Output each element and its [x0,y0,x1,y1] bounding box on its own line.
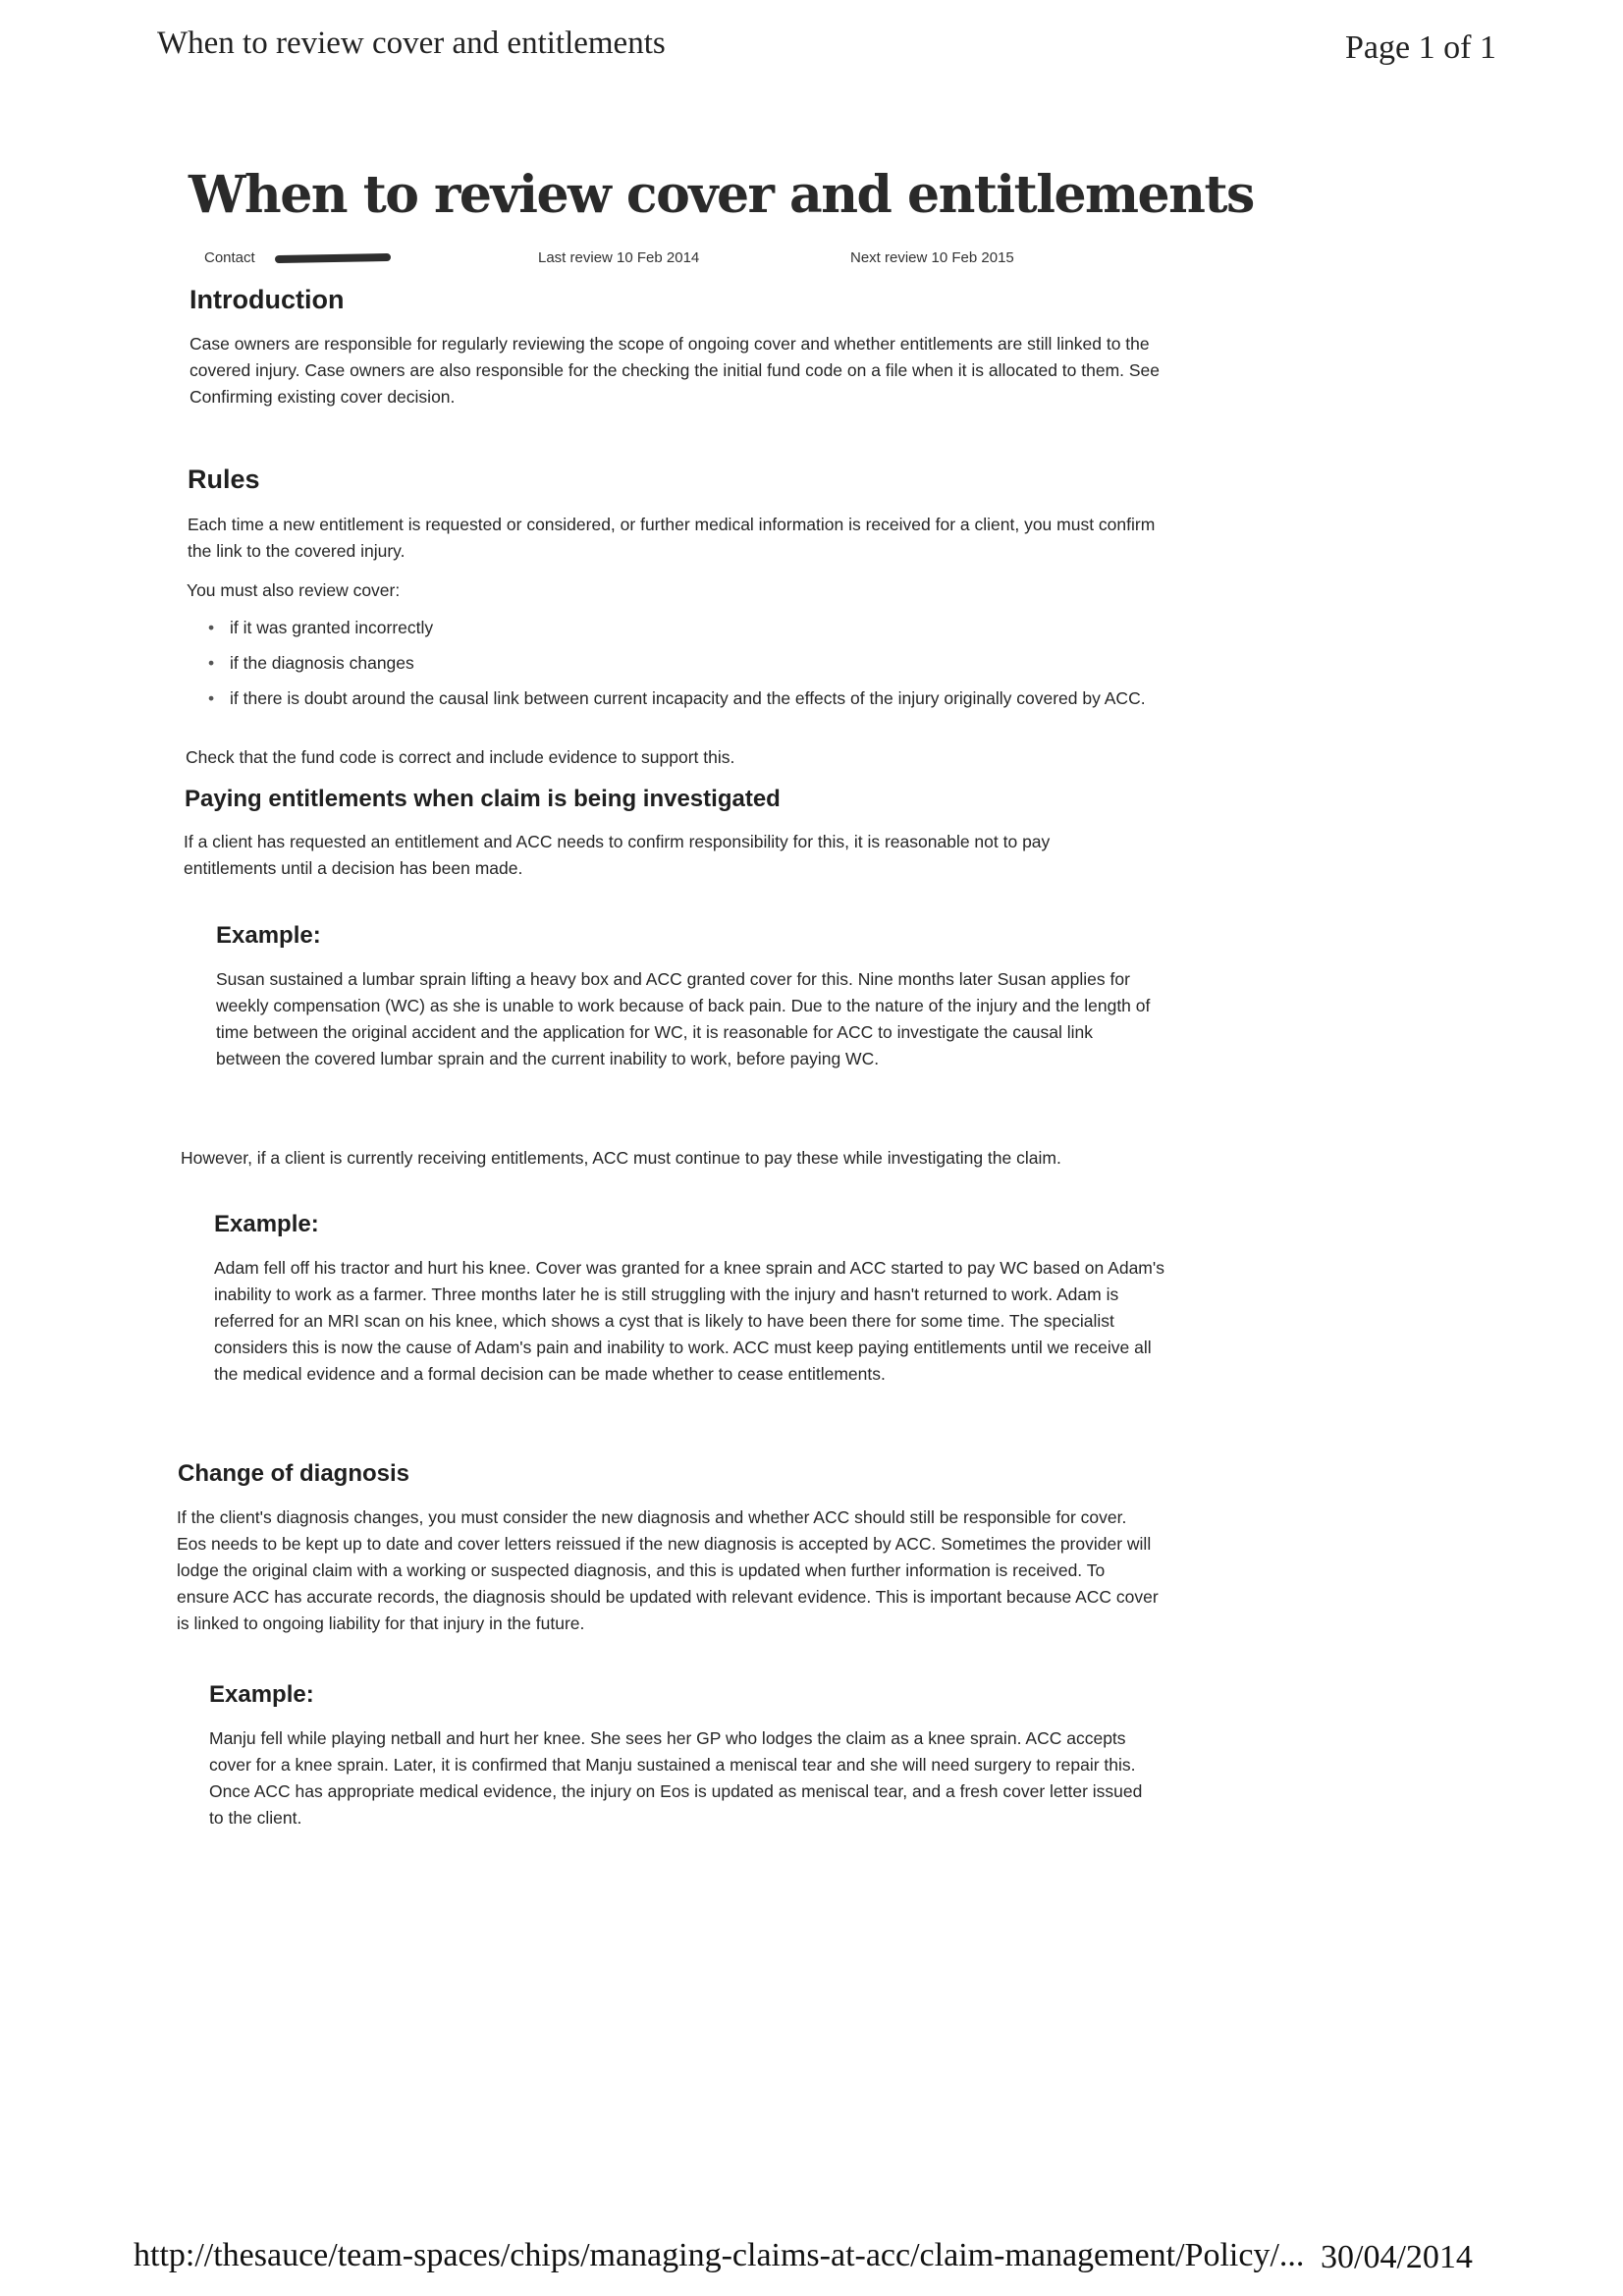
meta-last-review: Last review 10 Feb 2014 [538,249,700,266]
rules-bullet-text: if there is doubt around the causal link between current incapacity and the effects of the injury originally covered by ACC. [230,688,1146,708]
bullet-dot: • [208,688,215,708]
diagnosis-heading: Change of diagnosis [178,1460,410,1487]
rules-para-1: Each time a new entitlement is requested or considered, or further medical information is received for a client, you must confirm the link to the covered injury. [188,515,1156,561]
rules-bullet-text: if the diagnosis changes [230,653,414,673]
paying-text: If a client has requested an entitlement and ACC needs to confirm responsibility for this, it is reasonable not to pay entitlements until a decision has been made. [184,832,1051,878]
rules-para-2: You must also review cover: [187,580,401,600]
rules-heading: Rules [188,465,260,494]
print-header-title: When to review cover and entitlements [157,26,666,61]
rules-bullet [208,687,1163,710]
print-header-page-number: Page 1 of 1 [1345,29,1496,66]
example-heading: Example: [209,1681,314,1708]
example-text: Adam fell off his tractor and hurt his knee. Cover was granted for a knee sprain and ACC started to pay WC based on Adam's inability to work as a farmer. Three months later he is still struggling with the injury and hasn't returned to work. Adam is referred for an MRI scan on his knee, which shows a cyst that is likely to have been there for some time. The specialist considers this is now the cause of Adam's pain and inability to work. ACC must keep paying entitlements until we receive all the medical evidence and a formal decision can be made whether to cease entitlements. [214,1258,1164,1384]
however-text: However, if a client is currently receiving entitlements, ACC must continue to pay these while investigating the claim. [181,1148,1061,1168]
bullet-dot: • [208,653,215,673]
rules-bullet-text: if it was granted incorrectly [230,618,434,637]
contact-label: Contact [204,249,255,266]
paying-heading: Paying entitlements when claim is being investigated [185,786,781,812]
example-heading: Example: [216,922,321,949]
bullet-dot: • [208,618,215,637]
rules-bullet [208,617,433,639]
rules-bullet [208,652,414,675]
example-text: Susan sustained a lumbar sprain lifting a heavy box and ACC granted cover for this. Nine months later Susan applies for weekly compensation (WC) as she is unable to work because of back pain. Due to the nature of the injury and the length of time between the original accident and the application for WC, it is reasonable for ACC to investigate the causal link between the covered lumbar sprain and the current inability to work, before paying WC. [216,969,1151,1068]
introduction-text: Case owners are responsible for regularly reviewing the scope of ongoing cover and whether entitlements are still linked to the covered injury. Case owners are also responsible for the checking the initial fund code on a file when it is allocated to them. See Confirming existing cover decision. [189,334,1161,407]
rules-para-3: Check that the fund code is correct and include evidence to support this. [186,747,735,767]
introduction-heading: Introduction [189,285,345,314]
print-footer-url: http://thesauce/team-spaces/chips/managing-claims-at-acc/claim-management/Policy/... [134,2237,1305,2273]
print-footer-date: 30/04/2014 [1321,2239,1473,2275]
redacted-contact [275,253,391,263]
meta-contact [204,249,391,266]
diagnosis-text: If the client's diagnosis changes, you must consider the new diagnosis and whether ACC should still be responsible for cover. Eos needs to be kept up to date and cover letters reissued if the new diagnosis is accepted by ACC. Sometimes the provider will lodge the original claim with a working or suspected diagnosis, and this is updated when further information is received. To ensure ACC has accurate records, the diagnosis should be updated with relevant evidence. This is important because ACC cover is linked to ongoing liability for that injury in the future. [177,1507,1159,1633]
page-title: When to review cover and entitlements [189,165,1254,225]
example-text: Manju fell while playing netball and hurt her knee. She sees her GP who lodges the claim as a knee sprain. ACC accepts cover for a knee sprain. Later, it is confirmed that Manju sustained a meniscal tear and she will need surgery to repair this. Once ACC has appropriate medical evidence, the injury on Eos is updated as meniscal tear, and a fresh cover letter issued to the client. [209,1728,1143,1828]
example-heading: Example: [214,1211,319,1237]
meta-next-review: Next review 10 Feb 2015 [850,249,1014,266]
